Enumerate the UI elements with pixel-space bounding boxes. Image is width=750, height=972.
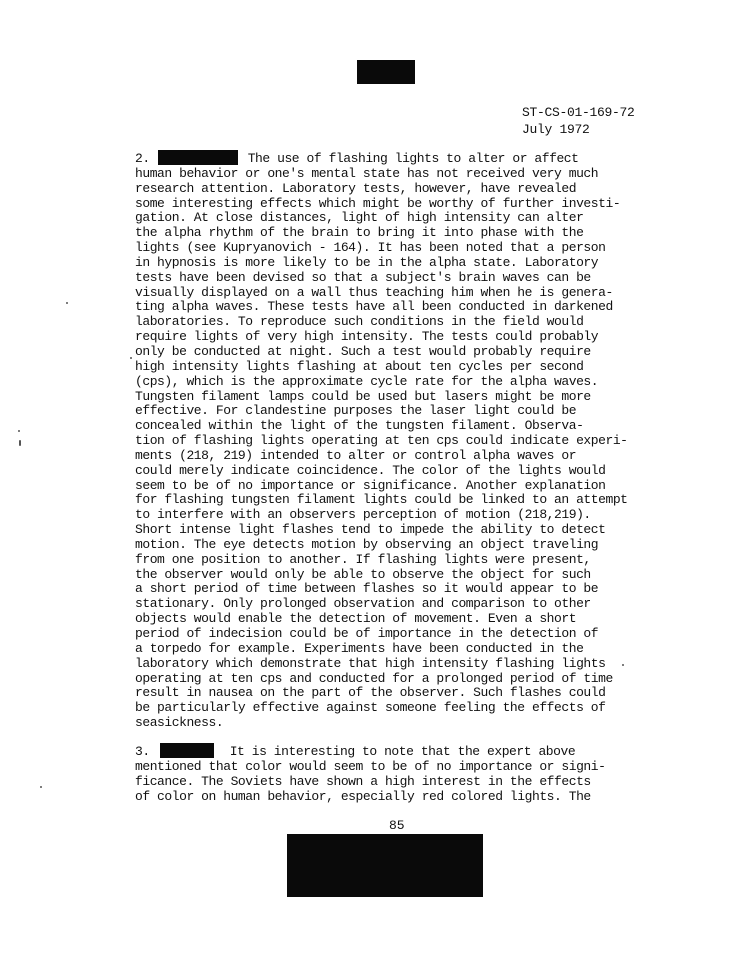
body-line: stationary. Only prolonged observation and comparison to other <box>135 596 591 612</box>
body-line: seem to be of no importance or significance. Another explanation <box>135 477 606 493</box>
document-identifier <box>522 104 635 138</box>
body-line: laboratory which demonstrate that high intensity flashing lights <box>135 655 606 671</box>
body-line: laboratories. To reproduce such conditions in the field would <box>135 314 584 330</box>
body-line: ments (218, 219) intended to alter or control alpha waves or <box>135 447 577 463</box>
body-line: a torpedo for example. Experiments have been conducted in the <box>135 640 584 656</box>
scan-speck <box>40 786 42 788</box>
body-line: the observer would only be able to observe the object for such <box>135 566 591 582</box>
body-line: require lights of very high intensity. The tests could probably <box>135 329 599 345</box>
body-line: from one position to another. If flashing lights were present, <box>135 551 591 567</box>
body-line: research attention. Laboratory tests, however, have revealed <box>135 180 577 196</box>
redaction-inline <box>158 150 238 165</box>
body-line: concealed within the light of the tungsten filament. Observa- <box>135 418 584 434</box>
body-line: gation. At close distances, light of high intensity can alter <box>135 210 584 226</box>
body-line: a short period of time between flashes so it would appear to be <box>135 581 599 597</box>
redaction-bottom <box>287 834 483 897</box>
body-line: (cps), which is the approximate cycle rate for the alpha waves. <box>135 373 599 389</box>
scan-speck <box>130 357 132 359</box>
body-line: mentioned that color would seem to be of no importance or signi- <box>135 758 606 774</box>
scan-speck <box>66 302 68 304</box>
page-number: 85 <box>389 818 405 833</box>
body-line: objects would enable the detection of movement. Even a short <box>135 611 577 627</box>
body-line: some interesting effects which might be worthy of further investi- <box>135 195 621 211</box>
body-line: for flashing tungsten filament lights could be linked to an attempt <box>135 492 628 508</box>
body-line: It is interesting to note that the expert above <box>229 744 576 759</box>
body-line: Short intense light flashes tend to impede the ability to detect <box>135 522 606 538</box>
body-line: operating at ten cps and conducted for a prolonged period of time <box>135 670 613 686</box>
body-line: tests have been devised so that a subject's brain waves can be <box>135 269 591 285</box>
body-line: Tungsten filament lamps could be used but lasers might be more <box>135 388 591 404</box>
document-number: ST-CS-01-169-72 <box>522 105 635 120</box>
body-line: could merely indicate coincidence. The color of the lights would <box>135 462 606 478</box>
redaction-top <box>357 60 415 84</box>
paragraph-3 <box>135 743 640 804</box>
scan-speck <box>18 430 20 432</box>
body-line: be particularly effective against someone feeling the effects of <box>135 700 606 716</box>
body-line: to interfere with an observers perception of motion (218,219). <box>135 507 591 523</box>
body-line: only be conducted at night. Such a test would probably require <box>135 343 591 359</box>
document-date: July 1972 <box>522 122 590 137</box>
body-line: seasickness. <box>135 715 224 731</box>
paragraph-number: 3. <box>135 744 150 759</box>
body-line: high intensity lights flashing at about ten cycles per second <box>135 358 584 374</box>
body-line: human behavior or one's mental state has not received very much <box>135 165 599 181</box>
body-line: tion of flashing lights operating at ten cps could indicate experi- <box>135 433 628 449</box>
body-line: period of indecision could be of importance in the detection of <box>135 626 599 641</box>
body-line: motion. The eye detects motion by observing an object traveling <box>135 536 599 552</box>
body-line: effective. For clandestine purposes the laser light could be <box>135 403 577 419</box>
redaction-inline <box>160 743 214 758</box>
body-line: visually displayed on a wall thus teaching him when he is genera- <box>135 284 613 300</box>
body-line: the alpha rhythm of the brain to bring it into phase with the <box>135 225 584 241</box>
body-line: result in nausea on the part of the observer. Such flashes could <box>135 685 606 701</box>
scan-speck <box>622 664 624 666</box>
body-line: in hypnosis is more likely to be in the alpha state. Laboratory <box>135 254 599 270</box>
body-line: of color on human behavior, especially red colored lights. The <box>135 788 591 804</box>
body-line: lights (see Kupryanovich - 164). It has been noted that a person <box>135 240 606 256</box>
body-line: ficance. The Soviets have shown a high interest in the effects <box>135 773 591 789</box>
body-line: The use of flashing lights to alter or affect <box>247 151 579 166</box>
scan-speck <box>19 440 21 446</box>
paragraph-3-first-line <box>135 743 640 760</box>
paragraph-2 <box>135 150 640 731</box>
paragraph-2-first-line <box>135 150 640 167</box>
paragraph-number: 2. <box>135 151 150 166</box>
body-line: ting alpha waves. These tests have all been conducted in darkened <box>135 299 613 315</box>
